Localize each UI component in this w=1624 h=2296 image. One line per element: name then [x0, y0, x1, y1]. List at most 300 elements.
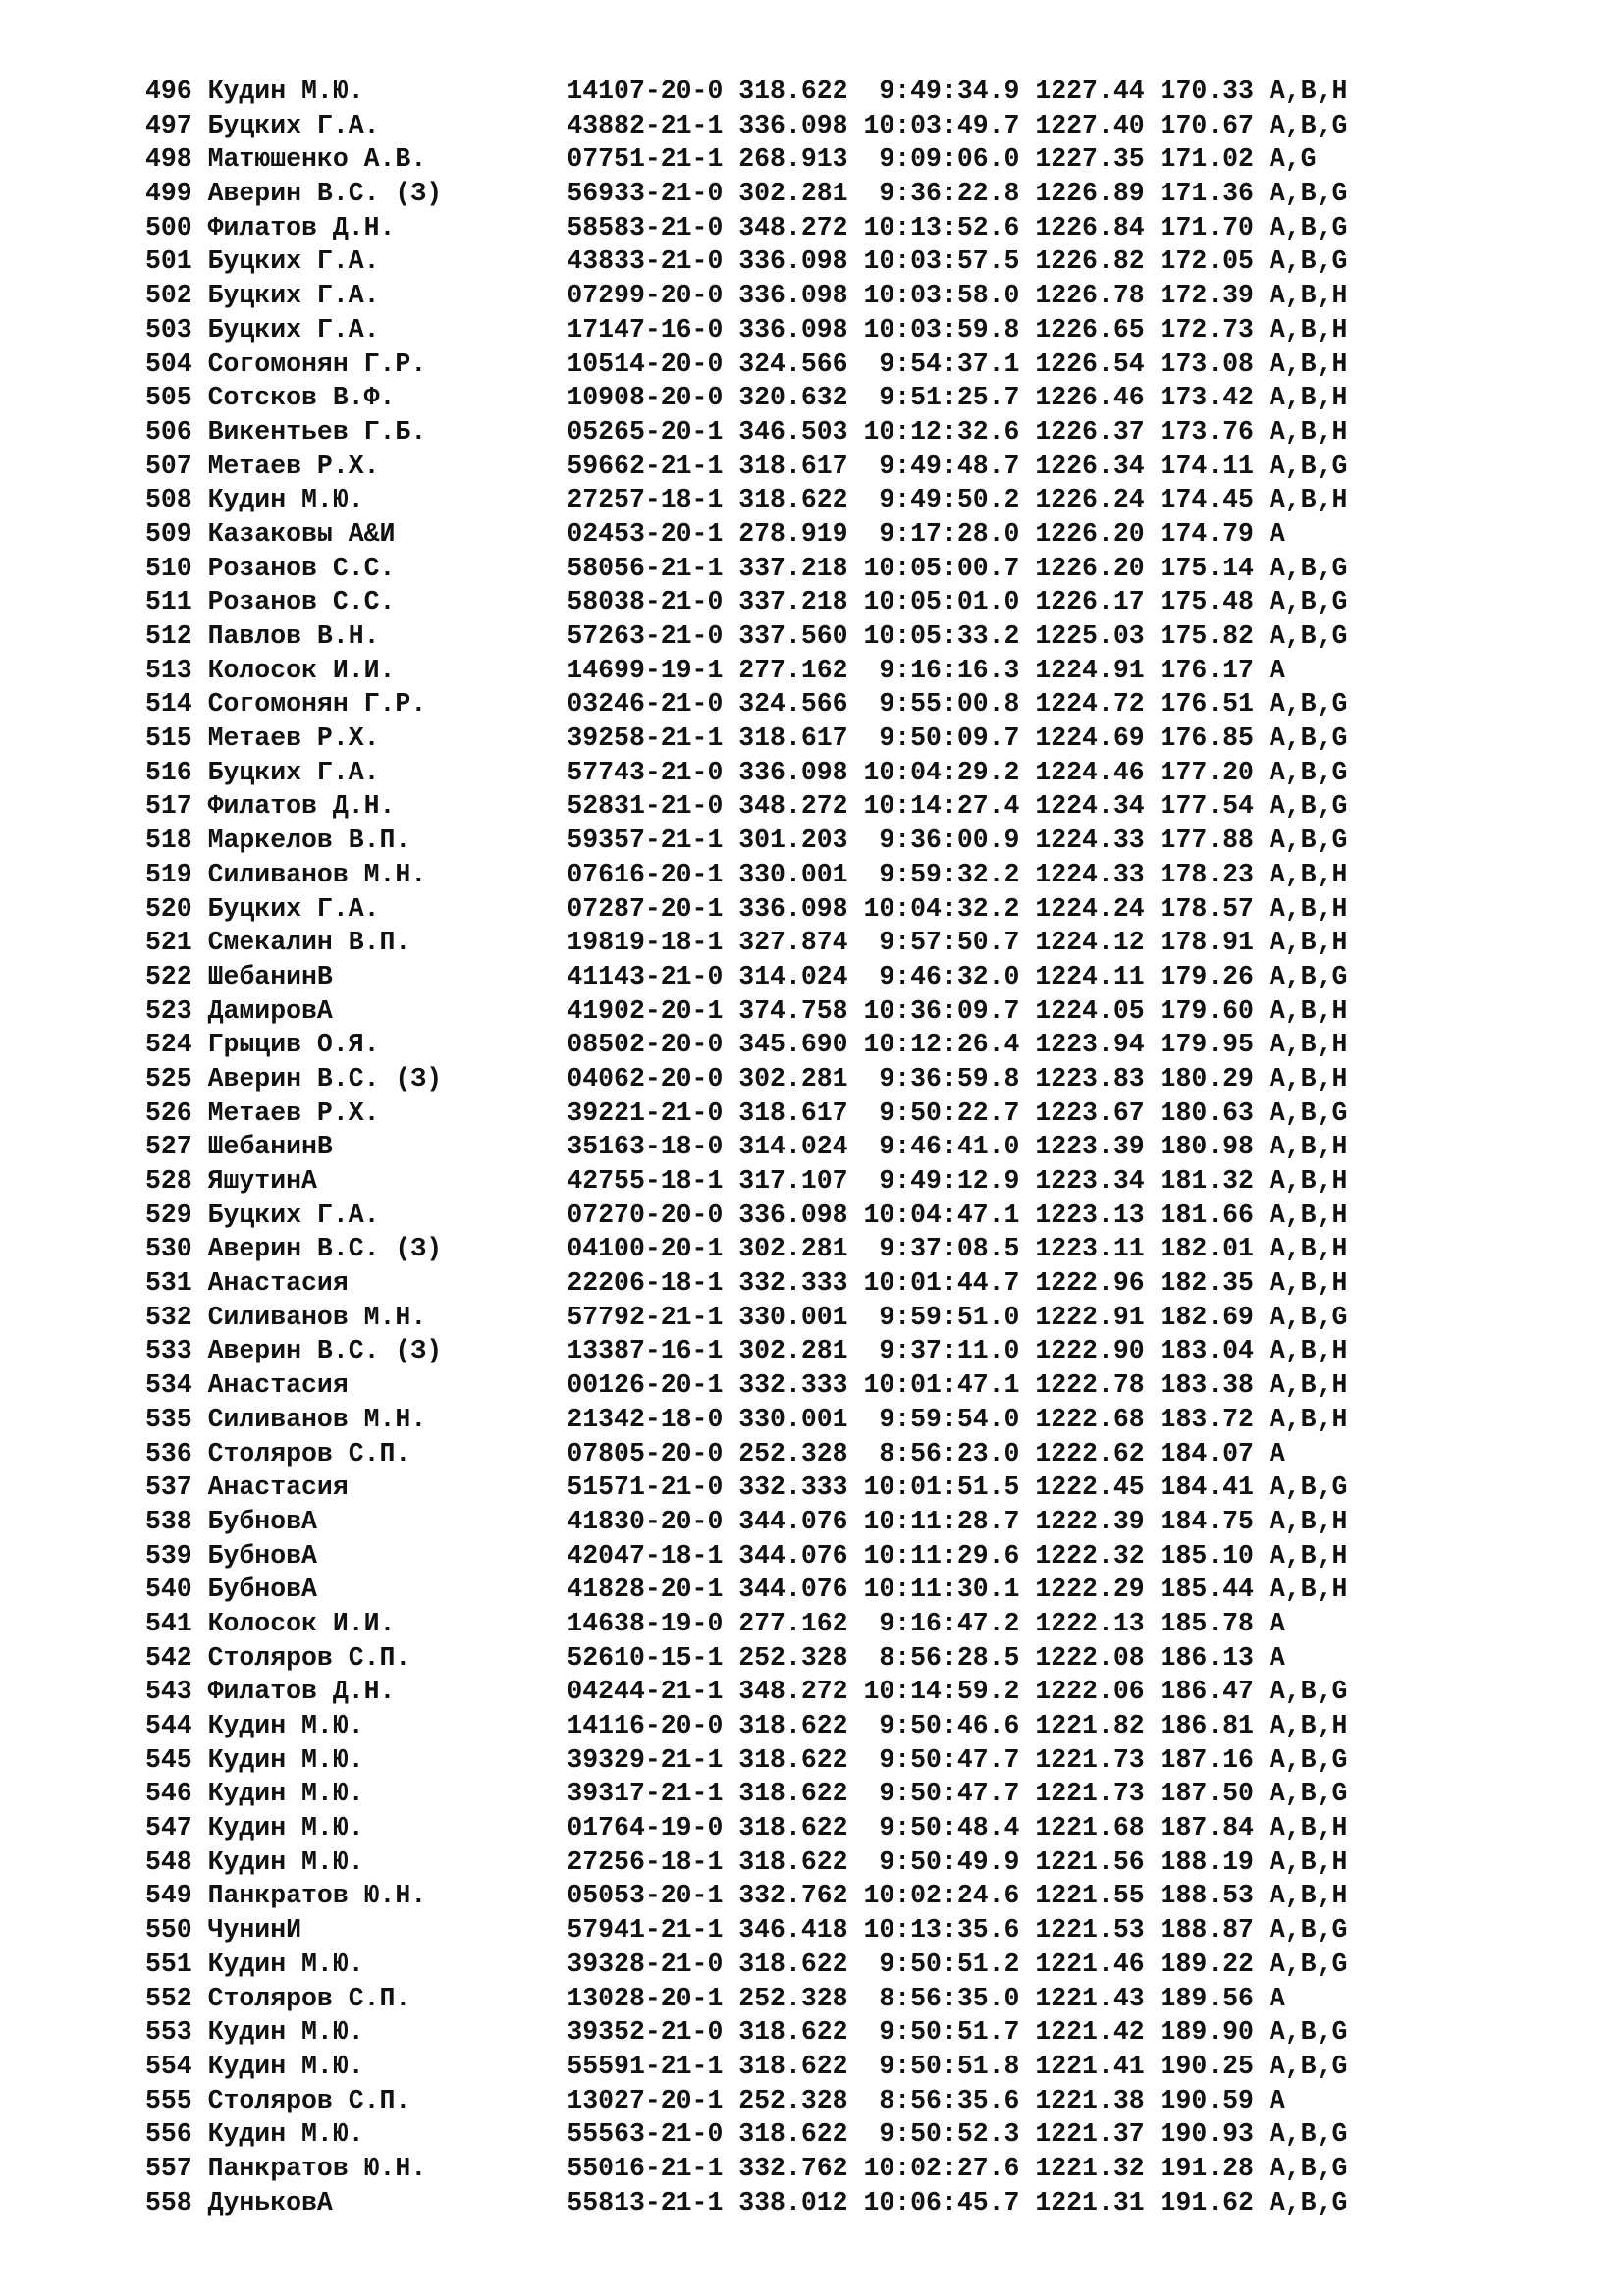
fancier-name: Анастасия	[207, 1370, 349, 1401]
place-number: 496	[145, 77, 192, 106]
distance-km: 302.281	[738, 1234, 848, 1264]
arrival-time: 10:04:29.2	[863, 757, 1020, 787]
ring-number: 13028-20-1	[567, 1983, 724, 2013]
speed-value: 1222.06	[1035, 1677, 1145, 1707]
arrival-time: 10:12:26.4	[863, 1030, 1020, 1060]
coefficient: 179.60	[1160, 995, 1254, 1026]
distance-km: 318.622	[738, 485, 848, 515]
place-number: 539	[145, 1540, 192, 1571]
arrival-time: 9:50:48.4	[879, 1813, 1020, 1843]
coefficient: 191.62	[1160, 2187, 1254, 2217]
arrival-time: 9:49:12.9	[879, 1166, 1020, 1196]
fancier-name: Буцких Г.А.	[207, 757, 380, 787]
place-number: 532	[145, 1302, 192, 1332]
place-number: 503	[145, 314, 192, 345]
coefficient: 183.72	[1160, 1404, 1254, 1434]
fancier-name: Буцких Г.А.	[207, 110, 380, 140]
ring-number: 05053-20-1	[567, 1881, 724, 1911]
speed-value: 1222.78	[1035, 1370, 1145, 1401]
coefficient: 190.59	[1160, 2085, 1254, 2115]
categories: A,B,G	[1269, 689, 1348, 720]
table-row	[145, 142, 1347, 177]
ring-number: 52610-15-1	[567, 1642, 724, 1673]
categories: A,B,G	[1269, 1302, 1348, 1332]
categories: A,B,G	[1269, 826, 1348, 856]
table-row	[145, 347, 1347, 382]
distance-km: 336.098	[738, 110, 848, 140]
fancier-name: Колосок И.И.	[207, 1608, 396, 1638]
categories: A,B,H	[1269, 1030, 1348, 1060]
results-table	[145, 75, 1347, 2219]
speed-value: 1224.46	[1035, 757, 1145, 787]
speed-value: 1221.82	[1035, 1711, 1145, 1740]
fancier-name: ЯшутинА	[207, 1166, 317, 1196]
speed-value: 1221.56	[1035, 1846, 1145, 1877]
fancier-name: Маркелов В.П.	[207, 826, 411, 856]
coefficient: 184.75	[1160, 1506, 1254, 1536]
distance-km: 337.218	[738, 553, 848, 583]
distance-km: 336.098	[738, 246, 848, 277]
categories: A,B,G	[1269, 2017, 1348, 2048]
table-row	[145, 75, 1347, 109]
ring-number: 02453-20-1	[567, 518, 724, 549]
arrival-time: 10:03:49.7	[863, 110, 1020, 140]
arrival-time: 10:04:47.1	[863, 1200, 1020, 1230]
speed-value: 1222.68	[1035, 1404, 1145, 1434]
arrival-time: 9:36:00.9	[879, 826, 1020, 856]
table-row	[145, 721, 1347, 756]
ring-number: 42047-18-1	[567, 1540, 724, 1571]
ring-number: 52831-21-0	[567, 791, 724, 822]
arrival-time: 10:01:51.5	[863, 1472, 1020, 1503]
table-row	[145, 789, 1347, 824]
coefficient: 187.16	[1160, 1744, 1254, 1775]
ring-number: 03246-21-0	[567, 689, 724, 720]
table-row	[145, 1743, 1347, 1778]
ring-number: 05265-20-1	[567, 416, 724, 447]
fancier-name: ШебанинВ	[207, 961, 333, 991]
speed-value: 1222.29	[1035, 1575, 1145, 1605]
arrival-time: 10:13:52.6	[863, 212, 1020, 242]
table-row	[145, 1334, 1347, 1368]
distance-km: 318.622	[738, 1711, 848, 1740]
distance-km: 318.622	[738, 1813, 848, 1843]
categories: A,B,H	[1269, 314, 1348, 345]
ring-number: 00126-20-1	[567, 1370, 724, 1401]
arrival-time: 10:14:59.2	[863, 1677, 1020, 1707]
arrival-time: 9:17:28.0	[879, 518, 1020, 549]
table-row	[145, 109, 1347, 143]
place-number: 516	[145, 757, 192, 787]
table-row	[145, 1437, 1347, 1471]
ring-number: 35163-18-0	[567, 1132, 724, 1162]
ring-number: 27256-18-1	[567, 1846, 724, 1877]
arrival-time: 9:57:50.7	[879, 928, 1020, 958]
arrival-time: 9:59:51.0	[879, 1302, 1020, 1332]
speed-value: 1226.84	[1035, 212, 1145, 242]
speed-value: 1226.20	[1035, 518, 1145, 549]
coefficient: 183.38	[1160, 1370, 1254, 1401]
categories: A,B,G	[1269, 587, 1348, 617]
coefficient: 181.32	[1160, 1166, 1254, 1196]
categories: A,B,G	[1269, 723, 1348, 754]
table-row	[145, 994, 1347, 1029]
coefficient: 178.23	[1160, 859, 1254, 889]
speed-value: 1224.05	[1035, 995, 1145, 1026]
categories: A,B,H	[1269, 1881, 1348, 1911]
coefficient: 170.33	[1160, 77, 1254, 106]
table-row	[145, 2186, 1347, 2220]
coefficient: 171.70	[1160, 212, 1254, 242]
place-number: 505	[145, 383, 192, 413]
ring-number: 14699-19-1	[567, 655, 724, 685]
place-number: 533	[145, 1336, 192, 1366]
place-number: 517	[145, 791, 192, 822]
distance-km: 314.024	[738, 961, 848, 991]
table-row	[145, 2152, 1347, 2186]
arrival-time: 10:12:32.6	[863, 416, 1020, 447]
place-number: 504	[145, 348, 192, 379]
ring-number: 39258-21-1	[567, 723, 724, 754]
distance-km: 344.076	[738, 1575, 848, 1605]
fancier-name: Силиванов М.Н.	[207, 1302, 427, 1332]
ring-number: 13387-16-1	[567, 1336, 724, 1366]
table-row	[145, 756, 1347, 790]
distance-km: 332.333	[738, 1472, 848, 1503]
categories: A,B,G	[1269, 1744, 1348, 1775]
coefficient: 175.14	[1160, 553, 1254, 583]
arrival-time: 8:56:35.0	[879, 1983, 1020, 2013]
distance-km: 332.333	[738, 1268, 848, 1299]
distance-km: 301.203	[738, 826, 848, 856]
place-number: 524	[145, 1030, 192, 1060]
arrival-time: 8:56:23.0	[879, 1438, 1020, 1468]
fancier-name: Метаев Р.Х.	[207, 1097, 380, 1128]
place-number: 513	[145, 655, 192, 685]
speed-value: 1226.20	[1035, 553, 1145, 583]
speed-value: 1223.13	[1035, 1200, 1145, 1230]
table-row	[145, 858, 1347, 892]
speed-value: 1221.46	[1035, 1949, 1145, 1979]
distance-km: 302.281	[738, 1063, 848, 1094]
categories: A,B,H	[1269, 1846, 1348, 1877]
fancier-name: Буцких Г.А.	[207, 1200, 380, 1230]
table-row	[145, 1641, 1347, 1676]
speed-value: 1221.73	[1035, 1779, 1145, 1809]
distance-km: 348.272	[738, 212, 848, 242]
categories: A,B,H	[1269, 1370, 1348, 1401]
coefficient: 173.42	[1160, 383, 1254, 413]
distance-km: 314.024	[738, 1132, 848, 1162]
table-row	[145, 2084, 1347, 2118]
categories: A,B,H	[1269, 348, 1348, 379]
coefficient: 185.78	[1160, 1608, 1254, 1638]
arrival-time: 9:36:22.8	[879, 179, 1020, 209]
distance-km: 252.328	[738, 2085, 848, 2115]
place-number: 525	[145, 1063, 192, 1094]
fancier-name: ЧунинИ	[207, 1915, 302, 1946]
categories: A,B,G	[1269, 961, 1348, 991]
ring-number: 14638-19-0	[567, 1608, 724, 1638]
distance-km: 332.333	[738, 1370, 848, 1401]
distance-km: 345.690	[738, 1030, 848, 1060]
distance-km: 332.762	[738, 2153, 848, 2183]
coefficient: 180.63	[1160, 1097, 1254, 1128]
categories: A	[1269, 655, 1285, 685]
distance-km: 344.076	[738, 1540, 848, 1571]
coefficient: 173.76	[1160, 416, 1254, 447]
fancier-name: Грыцив О.Я.	[207, 1030, 380, 1060]
coefficient: 175.48	[1160, 587, 1254, 617]
coefficient: 185.44	[1160, 1575, 1254, 1605]
speed-value: 1224.24	[1035, 893, 1145, 924]
fancier-name: Кудин М.Ю.	[207, 1779, 364, 1809]
distance-km: 327.874	[738, 928, 848, 958]
coefficient: 175.82	[1160, 621, 1254, 651]
speed-value: 1227.40	[1035, 110, 1145, 140]
fancier-name: ДамировА	[207, 995, 333, 1026]
coefficient: 191.28	[1160, 2153, 1254, 2183]
table-row	[145, 279, 1347, 313]
categories: A,B,G	[1269, 179, 1348, 209]
fancier-name: Филатов Д.Н.	[207, 791, 396, 822]
speed-value: 1226.46	[1035, 383, 1145, 413]
place-number: 521	[145, 928, 192, 958]
arrival-time: 9:37:08.5	[879, 1234, 1020, 1264]
arrival-time: 9:50:47.7	[879, 1744, 1020, 1775]
coefficient: 178.91	[1160, 928, 1254, 958]
speed-value: 1222.13	[1035, 1608, 1145, 1638]
coefficient: 182.69	[1160, 1302, 1254, 1332]
speed-value: 1224.12	[1035, 928, 1145, 958]
ring-number: 59662-21-1	[567, 451, 724, 481]
place-number: 500	[145, 212, 192, 242]
distance-km: 318.617	[738, 1097, 848, 1128]
categories: A,B,H	[1269, 928, 1348, 958]
categories: A,B,H	[1269, 1404, 1348, 1434]
speed-value: 1221.73	[1035, 1744, 1145, 1775]
distance-km: 317.107	[738, 1166, 848, 1196]
speed-value: 1226.54	[1035, 348, 1145, 379]
ring-number: 57743-21-0	[567, 757, 724, 787]
fancier-name: Аверин В.С. (З)	[207, 1336, 443, 1366]
coefficient: 174.11	[1160, 451, 1254, 481]
speed-value: 1224.33	[1035, 859, 1145, 889]
distance-km: 318.622	[738, 1779, 848, 1809]
coefficient: 189.90	[1160, 2017, 1254, 2048]
distance-km: 318.622	[738, 1744, 848, 1775]
ring-number: 58583-21-0	[567, 212, 724, 242]
ring-number: 39352-21-0	[567, 2017, 724, 2048]
table-row	[145, 585, 1347, 619]
fancier-name: ШебанинВ	[207, 1132, 333, 1162]
categories: A,B,H	[1269, 1200, 1348, 1230]
coefficient: 186.81	[1160, 1711, 1254, 1740]
place-number: 511	[145, 587, 192, 617]
categories: A	[1269, 518, 1285, 549]
fancier-name: Кудин М.Ю.	[207, 1813, 364, 1843]
place-number: 535	[145, 1404, 192, 1434]
categories: A,B,H	[1269, 1575, 1348, 1605]
speed-value: 1226.17	[1035, 587, 1145, 617]
place-number: 534	[145, 1370, 192, 1401]
ring-number: 41830-20-0	[567, 1506, 724, 1536]
place-number: 510	[145, 553, 192, 583]
distance-km: 338.012	[738, 2187, 848, 2217]
categories: A,B,G	[1269, 2119, 1348, 2150]
ring-number: 13027-20-1	[567, 2085, 724, 2115]
place-number: 552	[145, 1983, 192, 2013]
categories: A,B,H	[1269, 485, 1348, 515]
distance-km: 318.622	[738, 2017, 848, 2048]
place-number: 527	[145, 1132, 192, 1162]
speed-value: 1224.69	[1035, 723, 1145, 754]
place-number: 554	[145, 2051, 192, 2081]
distance-km: 348.272	[738, 1677, 848, 1707]
table-row	[145, 654, 1347, 688]
distance-km: 346.418	[738, 1915, 848, 1946]
speed-value: 1223.11	[1035, 1234, 1145, 1264]
fancier-name: Кудин М.Ю.	[207, 77, 364, 106]
table-row	[145, 1845, 1347, 1880]
table-row	[145, 1573, 1347, 1607]
speed-value: 1225.03	[1035, 621, 1145, 651]
ring-number: 39221-21-0	[567, 1097, 724, 1128]
speed-value: 1221.41	[1035, 2051, 1145, 2081]
arrival-time: 9:16:16.3	[879, 655, 1020, 685]
coefficient: 172.73	[1160, 314, 1254, 345]
distance-km: 336.098	[738, 757, 848, 787]
table-row	[145, 1811, 1347, 1845]
categories: A,B,H	[1269, 281, 1348, 311]
categories: A,B,H	[1269, 1540, 1348, 1571]
fancier-name: Метаев Р.Х.	[207, 451, 380, 481]
table-row	[145, 687, 1347, 721]
categories: A,B,G	[1269, 1097, 1348, 1128]
distance-km: 318.622	[738, 2051, 848, 2081]
distance-km: 336.098	[738, 281, 848, 311]
place-number: 541	[145, 1608, 192, 1638]
coefficient: 188.53	[1160, 1881, 1254, 1911]
coefficient: 171.36	[1160, 179, 1254, 209]
table-row	[145, 1777, 1347, 1811]
arrival-time: 10:03:58.0	[863, 281, 1020, 311]
place-number: 547	[145, 1813, 192, 1843]
ring-number: 27257-18-1	[567, 485, 724, 515]
coefficient: 180.98	[1160, 1132, 1254, 1162]
place-number: 518	[145, 826, 192, 856]
distance-km: 332.762	[738, 1881, 848, 1911]
table-row	[145, 1028, 1347, 1062]
table-row	[145, 1539, 1347, 1574]
categories: A,B,H	[1269, 77, 1348, 106]
table-row	[145, 1164, 1347, 1199]
speed-value: 1227.35	[1035, 144, 1145, 175]
speed-value: 1223.94	[1035, 1030, 1145, 1060]
place-number: 549	[145, 1881, 192, 1911]
arrival-time: 10:04:32.2	[863, 893, 1020, 924]
fancier-name: Аверин В.С. (З)	[207, 1063, 443, 1094]
categories: A,B,G	[1269, 1949, 1348, 1979]
speed-value: 1221.68	[1035, 1813, 1145, 1843]
coefficient: 189.22	[1160, 1949, 1254, 1979]
ring-number: 58056-21-1	[567, 553, 724, 583]
distance-km: 252.328	[738, 1983, 848, 2013]
table-row	[145, 1948, 1347, 1982]
coefficient: 173.08	[1160, 348, 1254, 379]
table-row	[145, 415, 1347, 450]
fancier-name: Филатов Д.Н.	[207, 212, 396, 242]
coefficient: 176.51	[1160, 689, 1254, 720]
fancier-name: БубновА	[207, 1506, 317, 1536]
arrival-time: 9:46:32.0	[879, 961, 1020, 991]
fancier-name: Колосок И.И.	[207, 655, 396, 685]
place-number: 498	[145, 144, 192, 175]
coefficient: 190.25	[1160, 2051, 1254, 2081]
place-number: 550	[145, 1915, 192, 1946]
place-number: 509	[145, 518, 192, 549]
ring-number: 01764-19-0	[567, 1813, 724, 1843]
speed-value: 1222.08	[1035, 1642, 1145, 1673]
ring-number: 07287-20-1	[567, 893, 724, 924]
coefficient: 186.47	[1160, 1677, 1254, 1707]
table-row	[145, 313, 1347, 347]
ring-number: 08502-20-0	[567, 1030, 724, 1060]
speed-value: 1226.89	[1035, 179, 1145, 209]
ring-number: 57941-21-1	[567, 1915, 724, 1946]
distance-km: 318.622	[738, 2119, 848, 2150]
place-number: 538	[145, 1506, 192, 1536]
speed-value: 1226.78	[1035, 281, 1145, 311]
distance-km: 336.098	[738, 893, 848, 924]
arrival-time: 8:56:35.6	[879, 2085, 1020, 2115]
arrival-time: 9:50:49.9	[879, 1846, 1020, 1877]
categories: A,B,G	[1269, 791, 1348, 822]
ring-number: 04244-21-1	[567, 1677, 724, 1707]
fancier-name: Кудин М.Ю.	[207, 1846, 364, 1877]
ring-number: 07616-20-1	[567, 859, 724, 889]
ring-number: 41828-20-1	[567, 1575, 724, 1605]
table-row	[145, 1368, 1347, 1403]
place-number: 522	[145, 961, 192, 991]
distance-km: 268.913	[738, 144, 848, 175]
table-row	[145, 244, 1347, 279]
place-number: 528	[145, 1166, 192, 1196]
fancier-name: Столяров С.П.	[207, 1438, 411, 1468]
fancier-name: Согомонян Г.Р.	[207, 348, 427, 379]
fancier-name: Кудин М.Ю.	[207, 2051, 364, 2081]
arrival-time: 10:01:44.7	[863, 1268, 1020, 1299]
fancier-name: Сотсков В.Ф.	[207, 383, 396, 413]
table-row	[145, 1062, 1347, 1096]
coefficient: 172.05	[1160, 246, 1254, 277]
fancier-name: Аверин В.С. (З)	[207, 1234, 443, 1264]
ring-number: 04062-20-0	[567, 1063, 724, 1094]
table-row	[145, 2050, 1347, 2084]
categories: A,B,G	[1269, 1472, 1348, 1503]
ring-number: 56933-21-0	[567, 179, 724, 209]
distance-km: 252.328	[738, 1642, 848, 1673]
arrival-time: 10:05:01.0	[863, 587, 1020, 617]
coefficient: 178.57	[1160, 893, 1254, 924]
fancier-name: Анастасия	[207, 1268, 349, 1299]
coefficient: 186.13	[1160, 1642, 1254, 1673]
table-row	[145, 450, 1347, 484]
place-number: 553	[145, 2017, 192, 2048]
ring-number: 22206-18-1	[567, 1268, 724, 1299]
coefficient: 182.35	[1160, 1268, 1254, 1299]
table-row	[145, 892, 1347, 927]
